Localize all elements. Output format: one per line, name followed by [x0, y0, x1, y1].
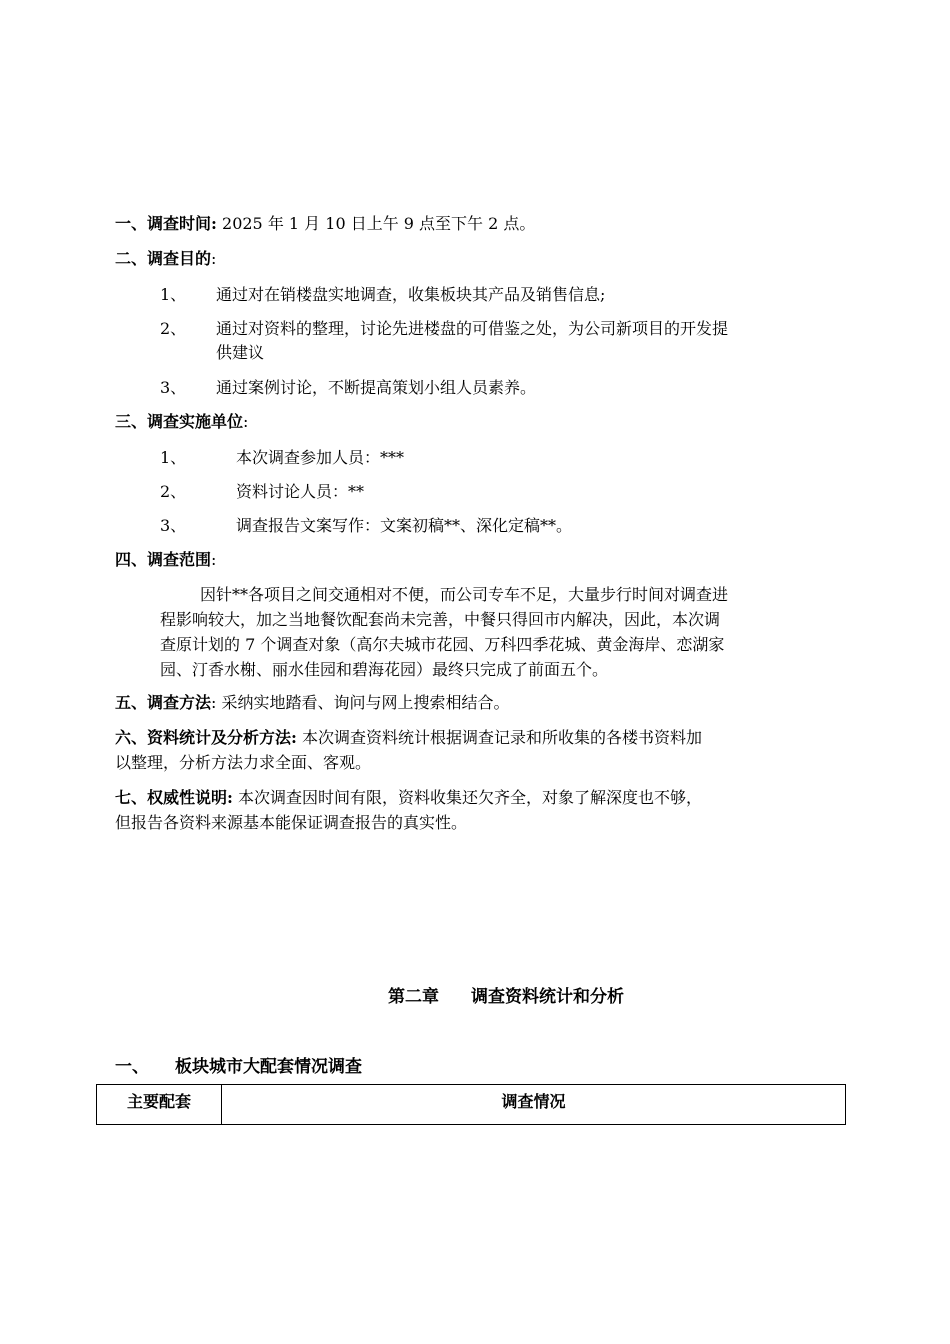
list-item-number: 1、	[160, 448, 187, 467]
list-item-number: 2、	[160, 319, 187, 338]
list-item-text: 通过案例讨论，不断提高策划小组人员素养。	[216, 378, 537, 397]
section-survey-unit: 三、调查实施单位:	[115, 412, 249, 431]
list-item-text-cont: 供建议	[216, 343, 265, 362]
list-item-text: 通过对在销楼盘实地调查，收集板块其产品及销售信息;	[216, 285, 606, 304]
paragraph-line: 园、汀香水榭、丽水佳园和碧海花园）最终只完成了前面五个。	[160, 660, 609, 679]
list-item-text: 本次调查参加人员：***	[236, 448, 405, 467]
section-value: 本次调查因时间有限，资料收集还欠齐全，对象了解深度也不够，	[238, 788, 703, 807]
subsection-title: 板块城市大配套情况调查	[175, 1057, 362, 1077]
section-value-cont: 但报告各资料来源基本能保证调查报告的真实性。	[115, 813, 468, 832]
subsection-number: 一、	[115, 1057, 149, 1077]
chapter-heading	[388, 982, 624, 1007]
subsection-heading	[115, 1052, 362, 1077]
section-survey-purpose: 二、调查目的:	[115, 249, 217, 268]
table-header-main-facility: 主要配套	[97, 1085, 222, 1125]
section-survey-scope: 四、调查范围:	[115, 550, 217, 569]
section-value: 2025 年 1 月 10 日上午 9 点至下午 2 点。	[222, 214, 536, 233]
list-item-text: 通过对资料的整理，讨论先进楼盘的可借鉴之处，为公司新项目的开发提	[216, 319, 729, 338]
list-item-number: 2、	[160, 482, 187, 501]
section-authority	[115, 786, 702, 810]
section-value-cont: 以整理，分析方法力求全面、客观。	[115, 753, 372, 772]
list-item-number: 3、	[160, 378, 187, 397]
paragraph-line: 因针**各项目之间交通相对不便，而公司专车不足，大量步行时间对调查进	[200, 585, 729, 604]
list-item-number: 3、	[160, 516, 187, 535]
table-header-row	[97, 1085, 846, 1125]
section-label: 五、调查方法	[115, 693, 212, 712]
section-label: 六、资料统计及分析方法:	[115, 728, 297, 747]
section-label: 七、权威性说明:	[115, 788, 233, 807]
chapter-number: 第二章	[388, 987, 439, 1007]
section-label: 二、调查目的	[115, 249, 212, 268]
section-survey-method: 五、调查方法: 采纳实地踏看、询问与网上搜索相结合。	[115, 693, 510, 712]
paragraph-line: 程影响较大，加之当地餐饮配套尚未完善，中餐只得回市内解决，因此，本次调	[160, 610, 721, 629]
list-item-text: 资料讨论人员：**	[236, 482, 365, 501]
list-item-number: 1、	[160, 285, 187, 304]
section-data-analysis	[115, 726, 702, 750]
section-label: 一、调查时间	[115, 214, 212, 233]
section-label: 四、调查范围	[115, 550, 212, 569]
section-value: 本次调查资料统计根据调查记录和所收集的各楼书资料加	[302, 728, 703, 747]
chapter-title: 调查资料统计和分析	[471, 987, 624, 1007]
config-table	[96, 1084, 846, 1125]
table-header-survey-status: 调查情况	[222, 1085, 846, 1125]
list-item-text: 调查报告文案写作：文案初稿**、深化定稿**。	[236, 516, 573, 535]
paragraph-line: 查原计划的 7 个调查对象（高尔夫城市花园、万科四季花城、黄金海岸、恋湖家	[160, 635, 725, 654]
section-value: 采纳实地踏看、询问与网上搜索相结合。	[221, 693, 510, 712]
section-survey-time: 一、调查时间: 2025 年 1 月 10 日上午 9 点至下午 2 点。	[115, 214, 536, 233]
section-label: 三、调查实施单位	[115, 412, 244, 431]
